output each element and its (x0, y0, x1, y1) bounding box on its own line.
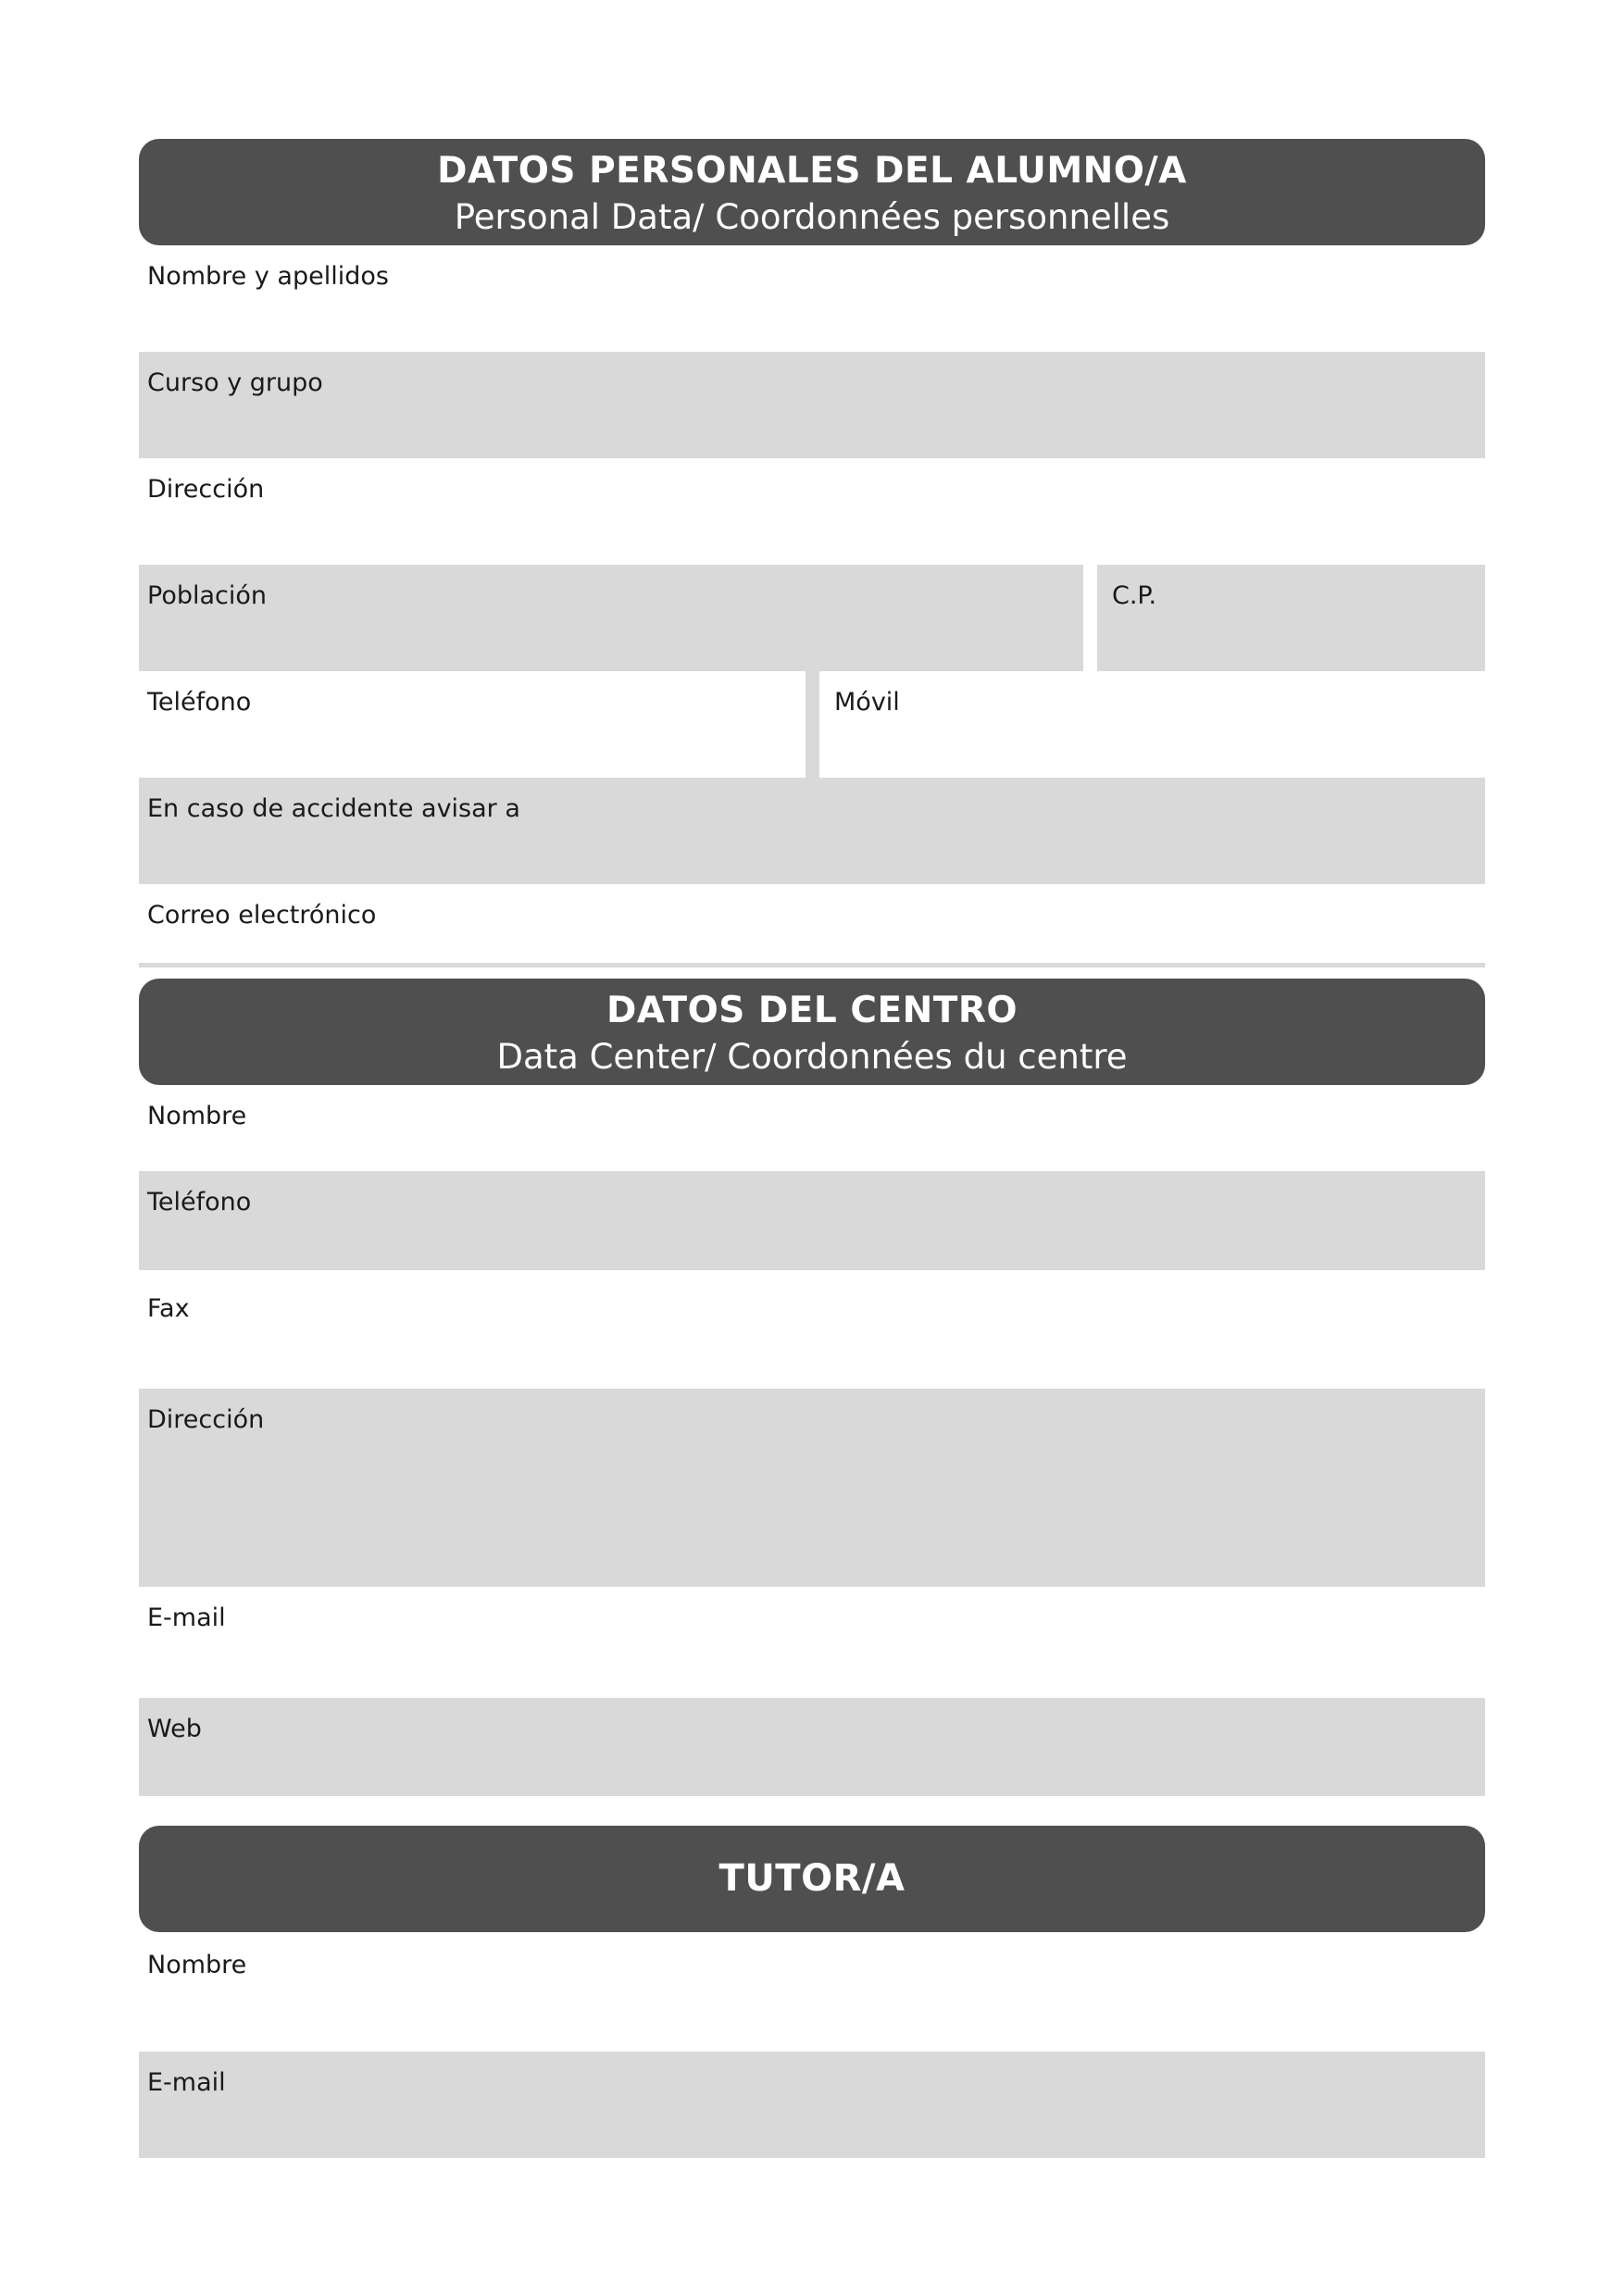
tutor-name-label: Nombre (147, 1951, 247, 1979)
center-address-field[interactable] (139, 1389, 1485, 1587)
center-data-title: DATOS DEL CENTRO (606, 990, 1018, 1031)
personal-data-subtitle: Personal Data/ Coordonnées personnelles (454, 197, 1170, 237)
tutor-email-label: E-mail (147, 2068, 226, 2097)
center-web-label: Web (147, 1715, 202, 1743)
tutor-title: TUTOR/A (718, 1857, 906, 1900)
center-email-label: E-mail (147, 1603, 226, 1632)
student-phone-field[interactable] (139, 671, 806, 778)
mobile-label: Móvil (834, 688, 900, 717)
center-phone-label: Teléfono (147, 1188, 252, 1217)
center-email-field[interactable] (139, 1587, 1485, 1698)
emergency-contact-field[interactable] (139, 778, 1485, 884)
center-name-label: Nombre (147, 1102, 247, 1130)
mobile-field[interactable] (819, 671, 1485, 778)
postal-code-label: C.P. (1112, 581, 1157, 610)
town-label: Población (147, 581, 268, 610)
center-address-label: Dirección (147, 1405, 265, 1434)
student-address-label: Dirección (147, 475, 265, 504)
center-phone-field[interactable] (139, 1171, 1485, 1270)
tutor-header (139, 1826, 1485, 1932)
personal-data-header (139, 139, 1485, 245)
center-fax-label: Fax (147, 1294, 190, 1323)
emergency-contact-label: En caso de accidente avisar a (147, 794, 520, 823)
center-data-header (139, 979, 1485, 1085)
center-name-field[interactable] (139, 1085, 1485, 1171)
personal-data-title: DATOS PERSONALES DEL ALUMNO/A (437, 150, 1187, 192)
phone-mobile-divider (806, 671, 819, 778)
center-fax-field[interactable] (139, 1270, 1485, 1389)
postal-code-field[interactable] (1097, 565, 1485, 671)
section-divider (139, 963, 1485, 967)
student-name-field[interactable] (139, 245, 1485, 352)
student-name-label: Nombre y apellidos (147, 262, 389, 291)
student-phone-label: Teléfono (147, 688, 252, 717)
center-data-subtitle: Data Center/ Coordonnées du centre (496, 1037, 1128, 1077)
course-group-label: Curso y grupo (147, 368, 323, 397)
tutor-name-field[interactable] (139, 1932, 1485, 2052)
course-group-field[interactable] (139, 352, 1485, 458)
student-address-field[interactable] (139, 458, 1485, 565)
town-field[interactable] (139, 565, 1083, 671)
tutor-email-field[interactable] (139, 2052, 1485, 2158)
student-email-field[interactable] (139, 884, 1485, 963)
student-email-label: Correo electrónico (147, 901, 377, 930)
center-web-field[interactable] (139, 1698, 1485, 1796)
